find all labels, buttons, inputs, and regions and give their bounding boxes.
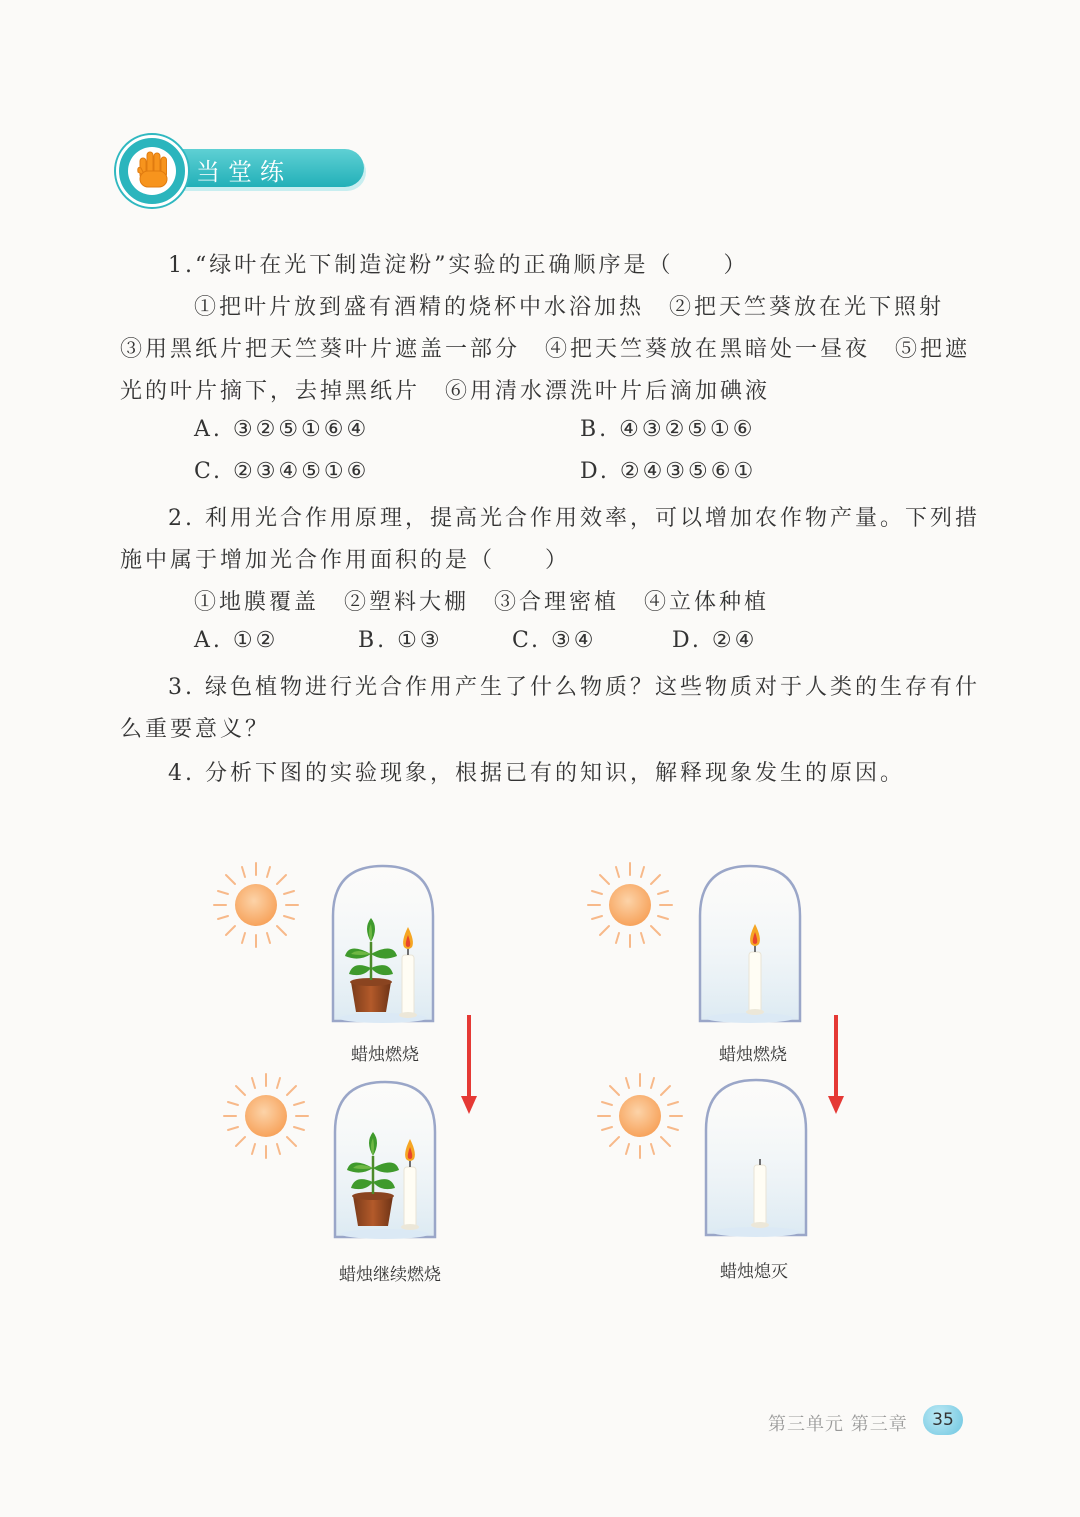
- q3-line-1: 3. 绿色植物进行光合作用产生了什么物质？这些物质对于人类的生存有什: [168, 675, 980, 700]
- section-title: 当堂练: [196, 158, 292, 186]
- q1-option-b: B. ④③②⑤①⑥: [580, 417, 756, 442]
- sun-icon: [214, 863, 298, 947]
- q2-stem-line-1: 2. 利用光合作用原理，提高光合作用效率，可以增加农作物产量。下列措: [168, 506, 980, 531]
- q2-option-d: D. ②④: [672, 628, 758, 653]
- page-number: 35: [923, 1405, 963, 1435]
- caption-candle-burning-1: 蜡烛燃烧: [351, 1045, 419, 1065]
- q1-option-d: D. ②④③⑤⑥①: [580, 459, 757, 484]
- candle-icon: [751, 1159, 769, 1228]
- q2-items: ①地膜覆盖 ②塑料大棚 ③合理密植 ④立体种植: [194, 590, 770, 615]
- caption-candle-continues: 蜡烛继续燃烧: [339, 1265, 441, 1285]
- sun-icon: [598, 1074, 682, 1158]
- q2-option-c: C. ③④: [512, 628, 597, 653]
- q2-option-a: A. ①②: [194, 628, 279, 653]
- sun-icon: [224, 1074, 308, 1158]
- q3-line-2: 么重要意义？: [120, 717, 271, 742]
- down-arrow-icon: [461, 1015, 477, 1114]
- q1-step-line-2: ③用黑纸片把天竺葵叶片遮盖一部分 ④把天竺葵放在黑暗处一昼夜 ⑤把遮: [120, 337, 971, 362]
- q2-stem-line-2: 施中属于增加光合作用面积的是（ ）: [120, 548, 571, 573]
- caption-candle-burning-2: 蜡烛燃烧: [719, 1045, 787, 1065]
- down-arrow-icon: [828, 1015, 844, 1114]
- q1-stem: 1.“绿叶在光下制造淀粉”实验的正确顺序是（ ）: [168, 253, 749, 278]
- q4-line-1: 4. 分析下图的实验现象，根据已有的知识，解释现象发生的原因。: [168, 761, 905, 786]
- caption-candle-extinguished: 蜡烛熄灭: [720, 1262, 788, 1282]
- footer-chapter: 第三单元 第三章: [768, 1414, 908, 1435]
- q1-option-a: A. ③②⑤①⑥④: [194, 417, 370, 442]
- sun-icon: [588, 863, 672, 947]
- q1-option-c: C. ②③④⑤①⑥: [194, 459, 370, 484]
- q1-step-line-3: 光的叶片摘下，去掉黑纸片 ⑥用清水漂洗叶片后滴加碘液: [120, 379, 771, 404]
- q2-option-b: B. ①③: [358, 628, 443, 653]
- q1-step-line-1: ①把叶片放到盛有酒精的烧杯中水浴加热 ②把天竺葵放在光下照射: [194, 295, 945, 320]
